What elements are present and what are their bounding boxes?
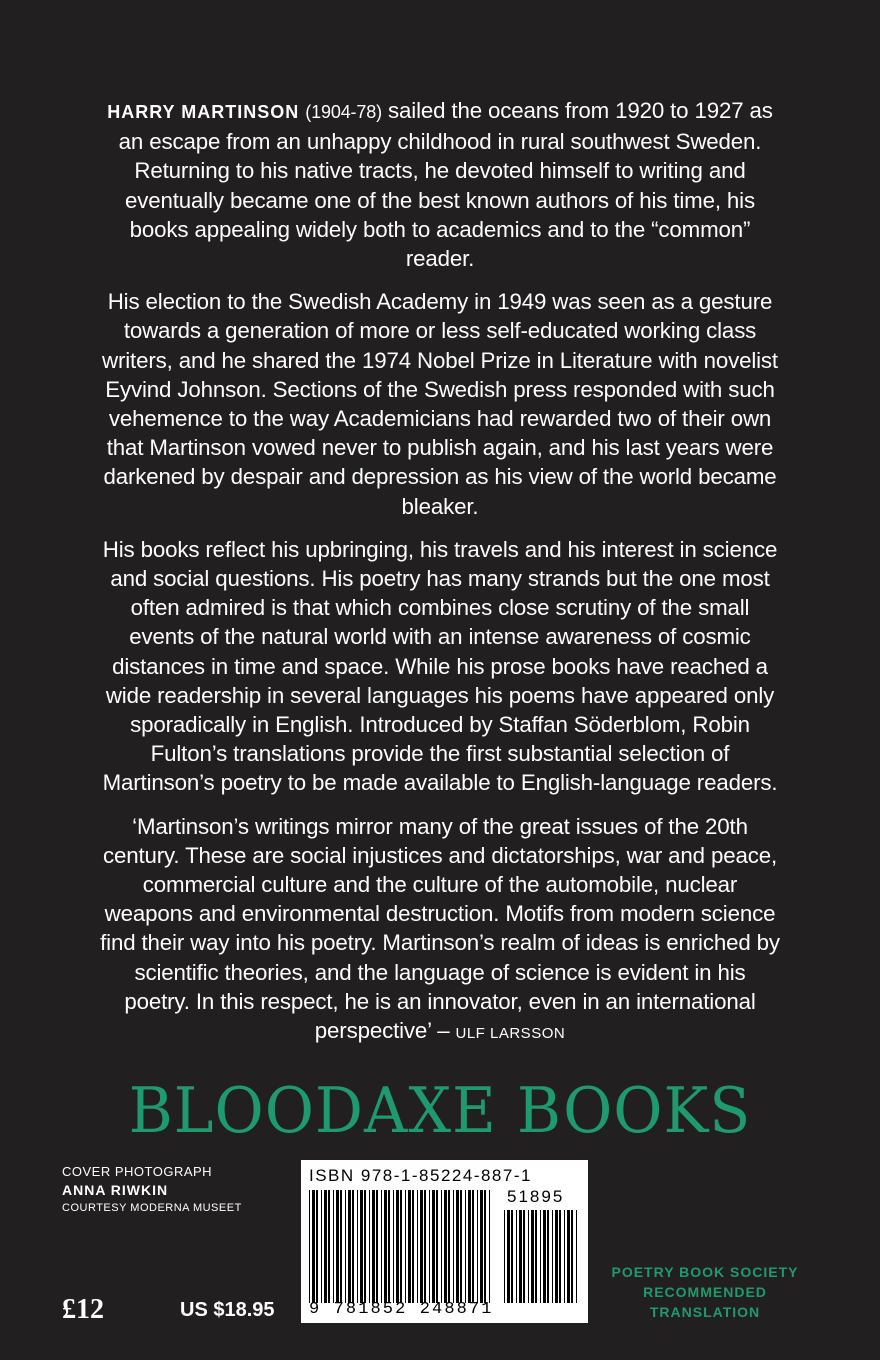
back-cover-blurb: [100, 96, 780, 1062]
credit-label: COVER PHOTOGRAPH: [62, 1164, 213, 1179]
price-usd: US $18.95: [180, 1299, 275, 1321]
isbn-number: ISBN 978-1-85224-887-1: [309, 1166, 532, 1185]
pbs-line-2: RECOMMENDED: [643, 1284, 767, 1300]
author-dates: (1904-78): [305, 102, 382, 122]
bio-paragraph-1: [100, 96, 780, 273]
bio-paragraph-3: His books reflect his upbringing, his travels and his interest in science and social questions. His poetry has many strands but the one most often admired is that which combines close scrutiny of the small events of the natural world with an intense awareness of cosmic distances in time and space. While his prose books have reached a wide readership in several languages his poems have appeared only sporadically in English. Introduced by Staffan Söderblom, Robin Fulton’s translations provide the first substantial selection of Martinson’s poetry to be made available to English-language readers.: [102, 536, 778, 796]
bio-paragraph-2: His election to the Swedish Academy in 1949 was seen as a gesture towards a generation of more or less self-educated working class writers, and he shared the 1974 Nobel Prize in Literature with novelist Eyvind Johnson. Sections of the Swedish press responded with such vehemence to the way Academicians had rewarded two of their own that Martinson vowed never to publish again, and his last years were darkened by despair and depression as his view of the world became bleaker.: [102, 289, 778, 519]
quote-attribution: ULF LARSSON: [455, 1025, 566, 1043]
credit-photographer: ANNA RIWKIN: [62, 1182, 169, 1198]
addon-barcode-icon: [504, 1210, 579, 1303]
pbs-line-1: POETRY BOOK SOCIETY: [611, 1264, 799, 1280]
review-quote: [100, 812, 780, 1049]
pbs-line-3: TRANSLATION: [649, 1304, 761, 1320]
cover-credit: [62, 1163, 242, 1217]
credit-courtesy: COURTESY MODERNA MUSEET: [62, 1202, 242, 1214]
barcode-box: [301, 1160, 588, 1323]
quote-text: ‘Martinson’s writings mirror many of the great issues of the 20th century. These are social injustices and dictatorships, war and peace, commercial culture and the culture of the automobile, nuclear weapons and environmental destruction. Motifs from modern science find their way into his poetry. Martinson’s realm of ideas is enriched by scientific theories, and the language of science is evident in his poetry. In this respect, he is an innovator, even in an international perspective’: [100, 813, 780, 1044]
author-name: HARRY MARTINSON: [107, 102, 300, 122]
poetry-book-society-badge: [580, 1262, 830, 1322]
quote-dash: –: [431, 1018, 456, 1044]
price-gbp: £12: [62, 1294, 104, 1325]
ean-barcode-icon: [309, 1190, 494, 1303]
publisher-logo: BLOODAXE BOOKS: [128, 1074, 752, 1148]
price-addon-code: 51895: [507, 1187, 565, 1206]
bio-paragraph-1-text: sailed the oceans from 1920 to 1927 as an escape from an unhappy childhood in rural southwest Sweden. Returning to his native tracts, he devoted himself to writing and eventually became one of the best known authors of his time, his books appealing widely both to academics and to the “common” reader.: [118, 98, 773, 272]
barcode-digits: 9 781852 248871: [309, 1300, 494, 1319]
